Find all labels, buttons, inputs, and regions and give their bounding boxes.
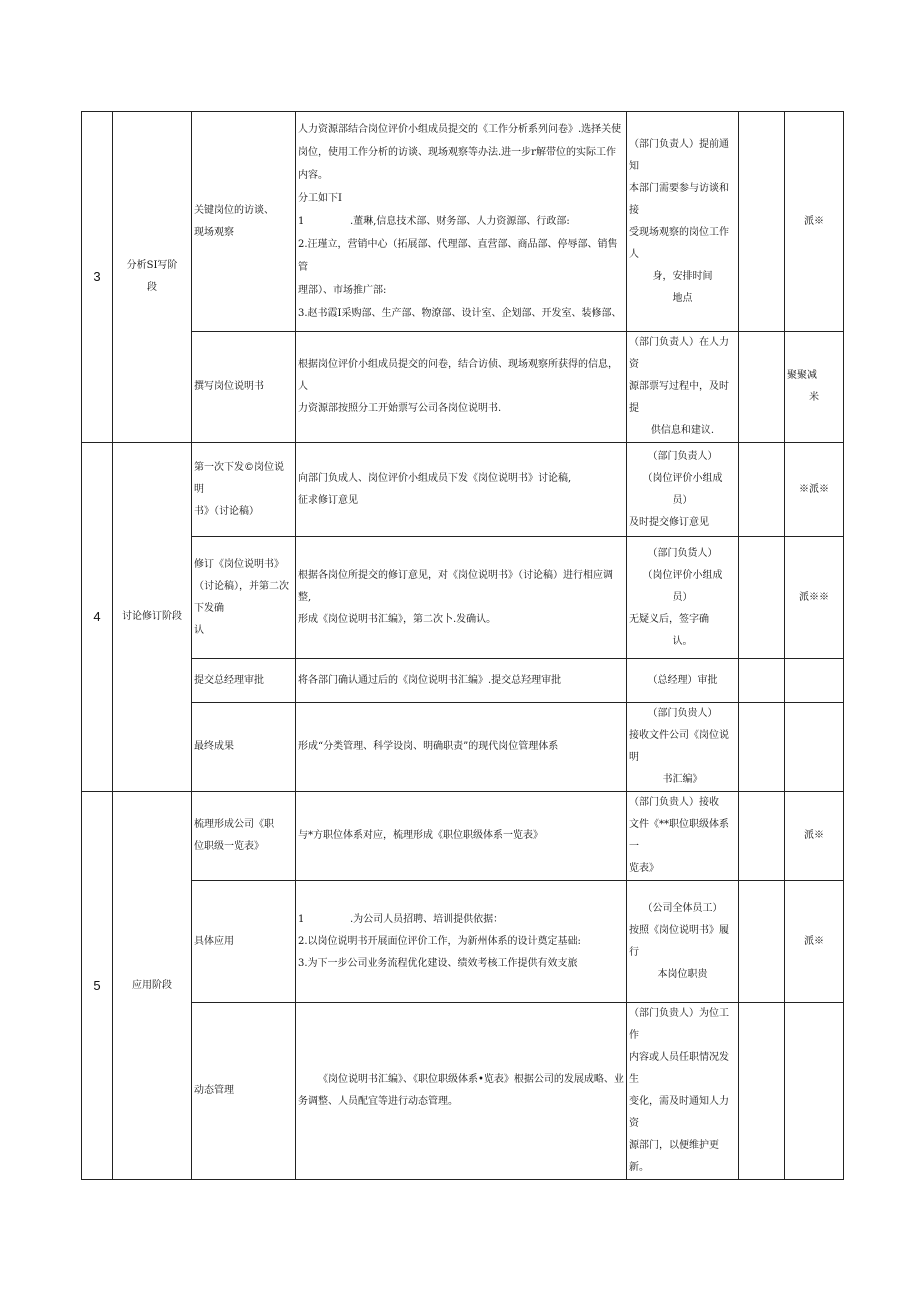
table-row xyxy=(82,537,844,659)
mark-cell: 派※ xyxy=(785,881,844,1003)
blank-cell xyxy=(739,792,785,881)
dept-line: 览表》 xyxy=(629,863,659,874)
dept-cell xyxy=(627,443,739,537)
mark-line: 米 xyxy=(809,392,819,403)
dept-cell xyxy=(627,1003,739,1180)
dept-line: 本部门需要参与访谈和接 xyxy=(629,182,729,216)
content-cell xyxy=(296,112,627,332)
blank-cell xyxy=(739,112,785,332)
content-cell xyxy=(296,443,627,537)
blank-cell xyxy=(739,332,785,443)
task-line: （讨论稿），并第二次 xyxy=(194,580,289,592)
task-line: 关键岗位的访谈、 xyxy=(194,204,274,216)
table-row xyxy=(82,659,844,703)
mark-cell xyxy=(785,332,844,443)
blank-cell xyxy=(739,537,785,659)
task-cell xyxy=(192,792,296,881)
dept-line: 本岗位职贵 xyxy=(657,968,708,980)
table-row xyxy=(82,881,844,1003)
content-line: 根据各岗位所提交的修订意见，对《岗位说明书》（讨论稿）进行相应调整, xyxy=(298,569,613,603)
content-line: 理部）、市场推广部: xyxy=(298,285,387,296)
content-cell: 将各部门确认通过后的《岗位说明书汇编》.提交总羟理审批 xyxy=(296,659,627,703)
dept-cell xyxy=(627,112,739,332)
content-line: 征求修订意见 xyxy=(298,494,358,506)
dept-line: （部门负货人） xyxy=(647,547,718,559)
content-line: 岗位，使用工作分析的访谈、现场观察等办法.进一步r解带位的实际工作 xyxy=(298,147,616,158)
blank-cell xyxy=(739,703,785,792)
stage-name-line: 分析SI写阶 xyxy=(126,260,178,271)
dept-line: （部门负贵人）为位工作 xyxy=(629,1008,729,1041)
content-line xyxy=(298,210,624,233)
stage-table xyxy=(81,111,844,1180)
table-row xyxy=(82,443,844,537)
dept-line: （部门负责人） xyxy=(647,450,718,462)
blank-cell xyxy=(739,1003,785,1180)
task-cell: 具体应用 xyxy=(192,881,296,1003)
dept-line: 地点 xyxy=(672,292,693,304)
dept-line: 供信息和建议. xyxy=(650,425,715,436)
content-line: 内容。 xyxy=(298,170,328,181)
mark-line: 聚聚减 xyxy=(787,370,817,381)
dept-cell xyxy=(627,881,739,1003)
task-line: 梳理形成公司《职 xyxy=(194,819,274,830)
blank-cell xyxy=(739,881,785,1003)
dept-line: （部门负责人）在人力资 xyxy=(629,337,729,370)
stage-name: 应用阶段 xyxy=(113,792,192,1180)
content-line: 《岗位说明书汇编》、《职位职级体系•览表》根据公司的发展成略、业 xyxy=(318,1074,624,1085)
content-line: 形成《岗位说明书汇编》，第二次卜.发确认。 xyxy=(298,613,497,625)
task-line: 书》（讨论稿） xyxy=(194,505,259,517)
task-line: 现场观察 xyxy=(194,226,234,238)
dept-line: 内容或人员任职情况发生 xyxy=(629,1052,729,1085)
dept-line: 员） xyxy=(672,591,693,603)
task-cell: 撰写岗位说明书 xyxy=(192,332,296,443)
dept-line: 接收文件公司《岗位说明 xyxy=(629,730,729,763)
dept-line: 受现场观察的岗位工作人 xyxy=(629,226,729,260)
table-row xyxy=(82,1003,844,1180)
blank-cell xyxy=(739,659,785,703)
mark-cell xyxy=(785,1003,844,1180)
content-line: 分工如下I xyxy=(298,193,342,204)
content-cell: 形成“分类管理、科学设岗、明确职责”的现代岗位管理体系 xyxy=(296,703,627,792)
dept-line: 认。 xyxy=(672,635,693,647)
mark-cell: ※派※ xyxy=(785,443,844,537)
stage-name xyxy=(113,112,192,443)
task-line: 下发确 xyxy=(194,602,224,614)
task-cell: 提交总经理审批 xyxy=(192,659,296,703)
stage-number: 4 xyxy=(82,443,113,792)
content-line: 2.以岗位说明书开展面位评价工作，为新州体系的设计奠定基础: xyxy=(298,935,581,947)
dept-line: （部门负责人）提前通知 xyxy=(629,138,729,172)
dept-cell xyxy=(627,792,739,881)
dept-line: （岗位评价小组成 xyxy=(642,472,723,484)
content-cell xyxy=(296,332,627,443)
content-line: 2.汪瑾立，营销中心（拓展部、代理部、直营部、商品部、停辱部、销售管 xyxy=(298,239,618,273)
dept-line: 员） xyxy=(672,494,693,506)
mark-cell: 派※※ xyxy=(785,537,844,659)
task-line: 位职级一览表》 xyxy=(194,841,264,852)
mark-cell: 派※ xyxy=(785,792,844,881)
stage-number: 5 xyxy=(82,792,113,1180)
list-number: 1 xyxy=(298,216,305,227)
task-cell xyxy=(192,443,296,537)
stage-name-line: 段 xyxy=(147,282,157,293)
dept-line: 书汇编》 xyxy=(662,774,703,785)
content-line: 3.赵书霞I采购部、生产部、物潦部、设计室、企划部、开发室、装修部、 xyxy=(298,308,622,319)
content-line: 3.为下一步公司业务流程优化建设、绩效考核工作提供有效支旅 xyxy=(298,957,578,969)
dept-line: （岗位评价小组成 xyxy=(642,569,723,581)
table-row xyxy=(82,792,844,881)
stage-number: 3 xyxy=(82,112,113,443)
mark-cell xyxy=(785,659,844,703)
table-row xyxy=(82,112,844,332)
dept-cell xyxy=(627,703,739,792)
content-line: 务调整、人员配宜等进行动态管理。 xyxy=(298,1096,458,1107)
content-cell xyxy=(296,1003,627,1180)
dept-line: 变化，需及时通知人力资 xyxy=(629,1096,729,1129)
mark-cell: 派※ xyxy=(785,112,844,332)
task-line: 认 xyxy=(194,624,204,636)
dept-line: 源部门，以便维护更新。 xyxy=(629,1140,719,1173)
list-text: .董琳,信息技术部、财务部、人力资源部、行政部: xyxy=(350,216,570,227)
blank-cell xyxy=(739,443,785,537)
dept-line: 文件《**职位职级体系一 xyxy=(629,819,729,852)
dept-cell: （总经理）审批 xyxy=(627,659,739,703)
dept-line: 及时提交修订意见 xyxy=(629,516,709,528)
mark-cell xyxy=(785,703,844,792)
content-cell: 与*方职位体系对应，梳理形成《职位职级体系一览表》 xyxy=(296,792,627,881)
dept-line: 按照《岗位说明书》履行 xyxy=(629,924,729,958)
content-cell xyxy=(296,881,627,1003)
dept-line: （公司全体员工） xyxy=(642,902,723,914)
table-row xyxy=(82,332,844,443)
content-line: 根据岗位评价小组成员提交的问卷，结合访侦、现场观察所获得的信息，人 xyxy=(298,359,618,392)
list-text: .为公司人员招聘、培训提供依据： xyxy=(350,913,504,925)
dept-line: （部门负贵人） xyxy=(647,708,718,719)
dept-cell xyxy=(627,537,739,659)
task-cell xyxy=(192,112,296,332)
content-line: 人力资源部结合岗位评价小组成员提交的《工作分析系列问卷》.选择关使 xyxy=(298,124,622,135)
dept-cell xyxy=(627,332,739,443)
dept-line: （部门负贵人）接收 xyxy=(629,797,719,808)
dept-line: 源部票写过程中，及时提 xyxy=(629,381,729,414)
task-cell: 最终成果 xyxy=(192,703,296,792)
content-line xyxy=(298,909,624,931)
dept-line: 身，安排时间 xyxy=(652,270,713,282)
dept-line: 无疑义后，签字确 xyxy=(629,613,709,625)
content-line: 力资源部按照分工开始票写公司各岗位说明书. xyxy=(298,403,502,414)
task-line: 修订《岗位说明书》 xyxy=(194,558,284,570)
content-line: 向部门负成人、岗位评价小组成员下发《岗位说明书》讨论稿, xyxy=(298,472,572,484)
task-cell xyxy=(192,537,296,659)
task-cell: 动态管理 xyxy=(192,1003,296,1180)
list-number: 1 xyxy=(298,913,305,925)
stage-name: 讨论修订阶段 xyxy=(113,443,192,792)
table-row xyxy=(82,703,844,792)
task-line: 第一次下发©岗位说明 xyxy=(194,461,284,495)
content-cell xyxy=(296,537,627,659)
